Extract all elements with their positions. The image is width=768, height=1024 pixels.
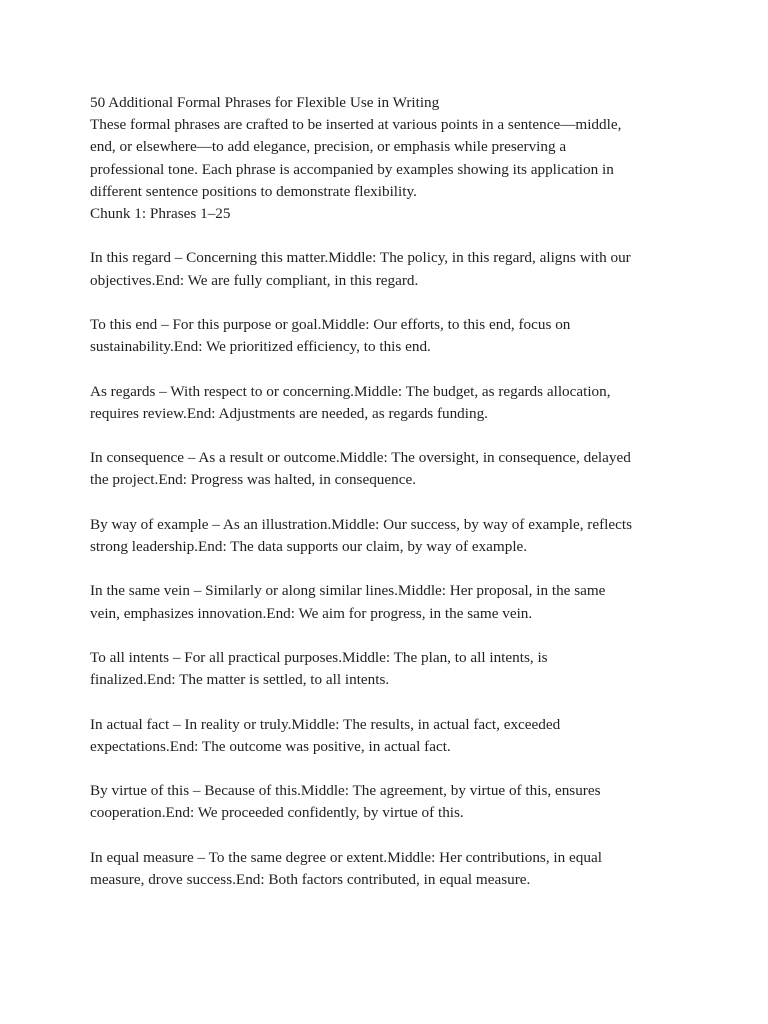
phrase-entry-line: requires review.End: Adjustments are needed, as regards funding. [90,404,488,422]
phrase-entry-line: measure, drove success.End: Both factors contributed, in equal measure. [90,870,531,888]
phrase-entry [90,314,690,358]
phrase-entry-line: In this regard – Concerning this matter.Middle: The policy, in this regard, aligns with our [90,249,631,267]
phrase-entry [90,447,690,491]
phrase-entry-line: In consequence – As a result or outcome.Middle: The oversight, in consequence, delayed [90,449,631,467]
phrase-entry-line: finalized.End: The matter is settled, to all intents. [90,671,390,689]
phrase-entry-line: strong leadership.End: The data supports our claim, by way of example. [90,537,528,555]
intro-line: These formal phrases are crafted to be inserted at various points in a sentence—middle, [90,116,622,134]
intro-line: different sentence positions to demonstrate flexibility. [90,182,417,200]
intro-line: end, or elsewhere—to add elegance, precision, or emphasis while preserving a [90,138,567,156]
document-body [90,92,690,891]
phrase-entry-line: cooperation.End: We proceeded confidently, by virtue of this. [90,804,464,822]
phrase-entry-line: By way of example – As an illustration.Middle: Our success, by way of example, reflects [90,515,632,533]
phrase-entry [90,847,690,891]
phrase-entry-line: objectives.End: We are fully compliant, in this regard. [90,271,419,289]
phrase-entry-line: the project.End: Progress was halted, in consequence. [90,471,417,489]
phrase-entry-line: In equal measure – To the same degree or extent.Middle: Her contributions, in equal [90,848,602,866]
phrase-entry-line: In the same vein – Similarly or along similar lines.Middle: Her proposal, in the same [90,582,606,600]
document-title: 50 Additional Formal Phrases for Flexible Use in Writing [90,94,440,111]
phrase-entry [90,780,690,824]
intro-line: professional tone. Each phrase is accompanied by examples showing its application in [90,160,614,178]
phrase-entry-line: In actual fact – In reality or truly.Middle: The results, in actual fact, exceeded [90,715,561,733]
phrase-entry-line: To all intents – For all practical purposes.Middle: The plan, to all intents, is [90,648,548,666]
phrase-entry-line: expectations.End: The outcome was positive, in actual fact. [90,737,451,755]
phrase-entry [90,714,690,758]
chunk-heading: Chunk 1: Phrases 1–25 [90,205,231,223]
phrase-entry [90,647,690,691]
phrase-entry-line: By virtue of this – Because of this.Middle: The agreement, by virtue of this, ensures [90,782,601,800]
phrase-entry-line: To this end – For this purpose or goal.Middle: Our efforts, to this end, focus on [90,316,571,333]
phrase-entry [90,580,690,624]
phrase-entry [90,247,690,291]
phrase-entry-line: As regards – With respect to or concerning.Middle: The budget, as regards allocation, [90,382,611,400]
phrase-entry-line: vein, emphasizes innovation.End: We aim for progress, in the same vein. [90,604,533,622]
phrase-entry [90,381,690,425]
phrase-entry-line: sustainability.End: We prioritized efficiency, to this end. [90,338,431,356]
phrase-entry [90,514,690,558]
